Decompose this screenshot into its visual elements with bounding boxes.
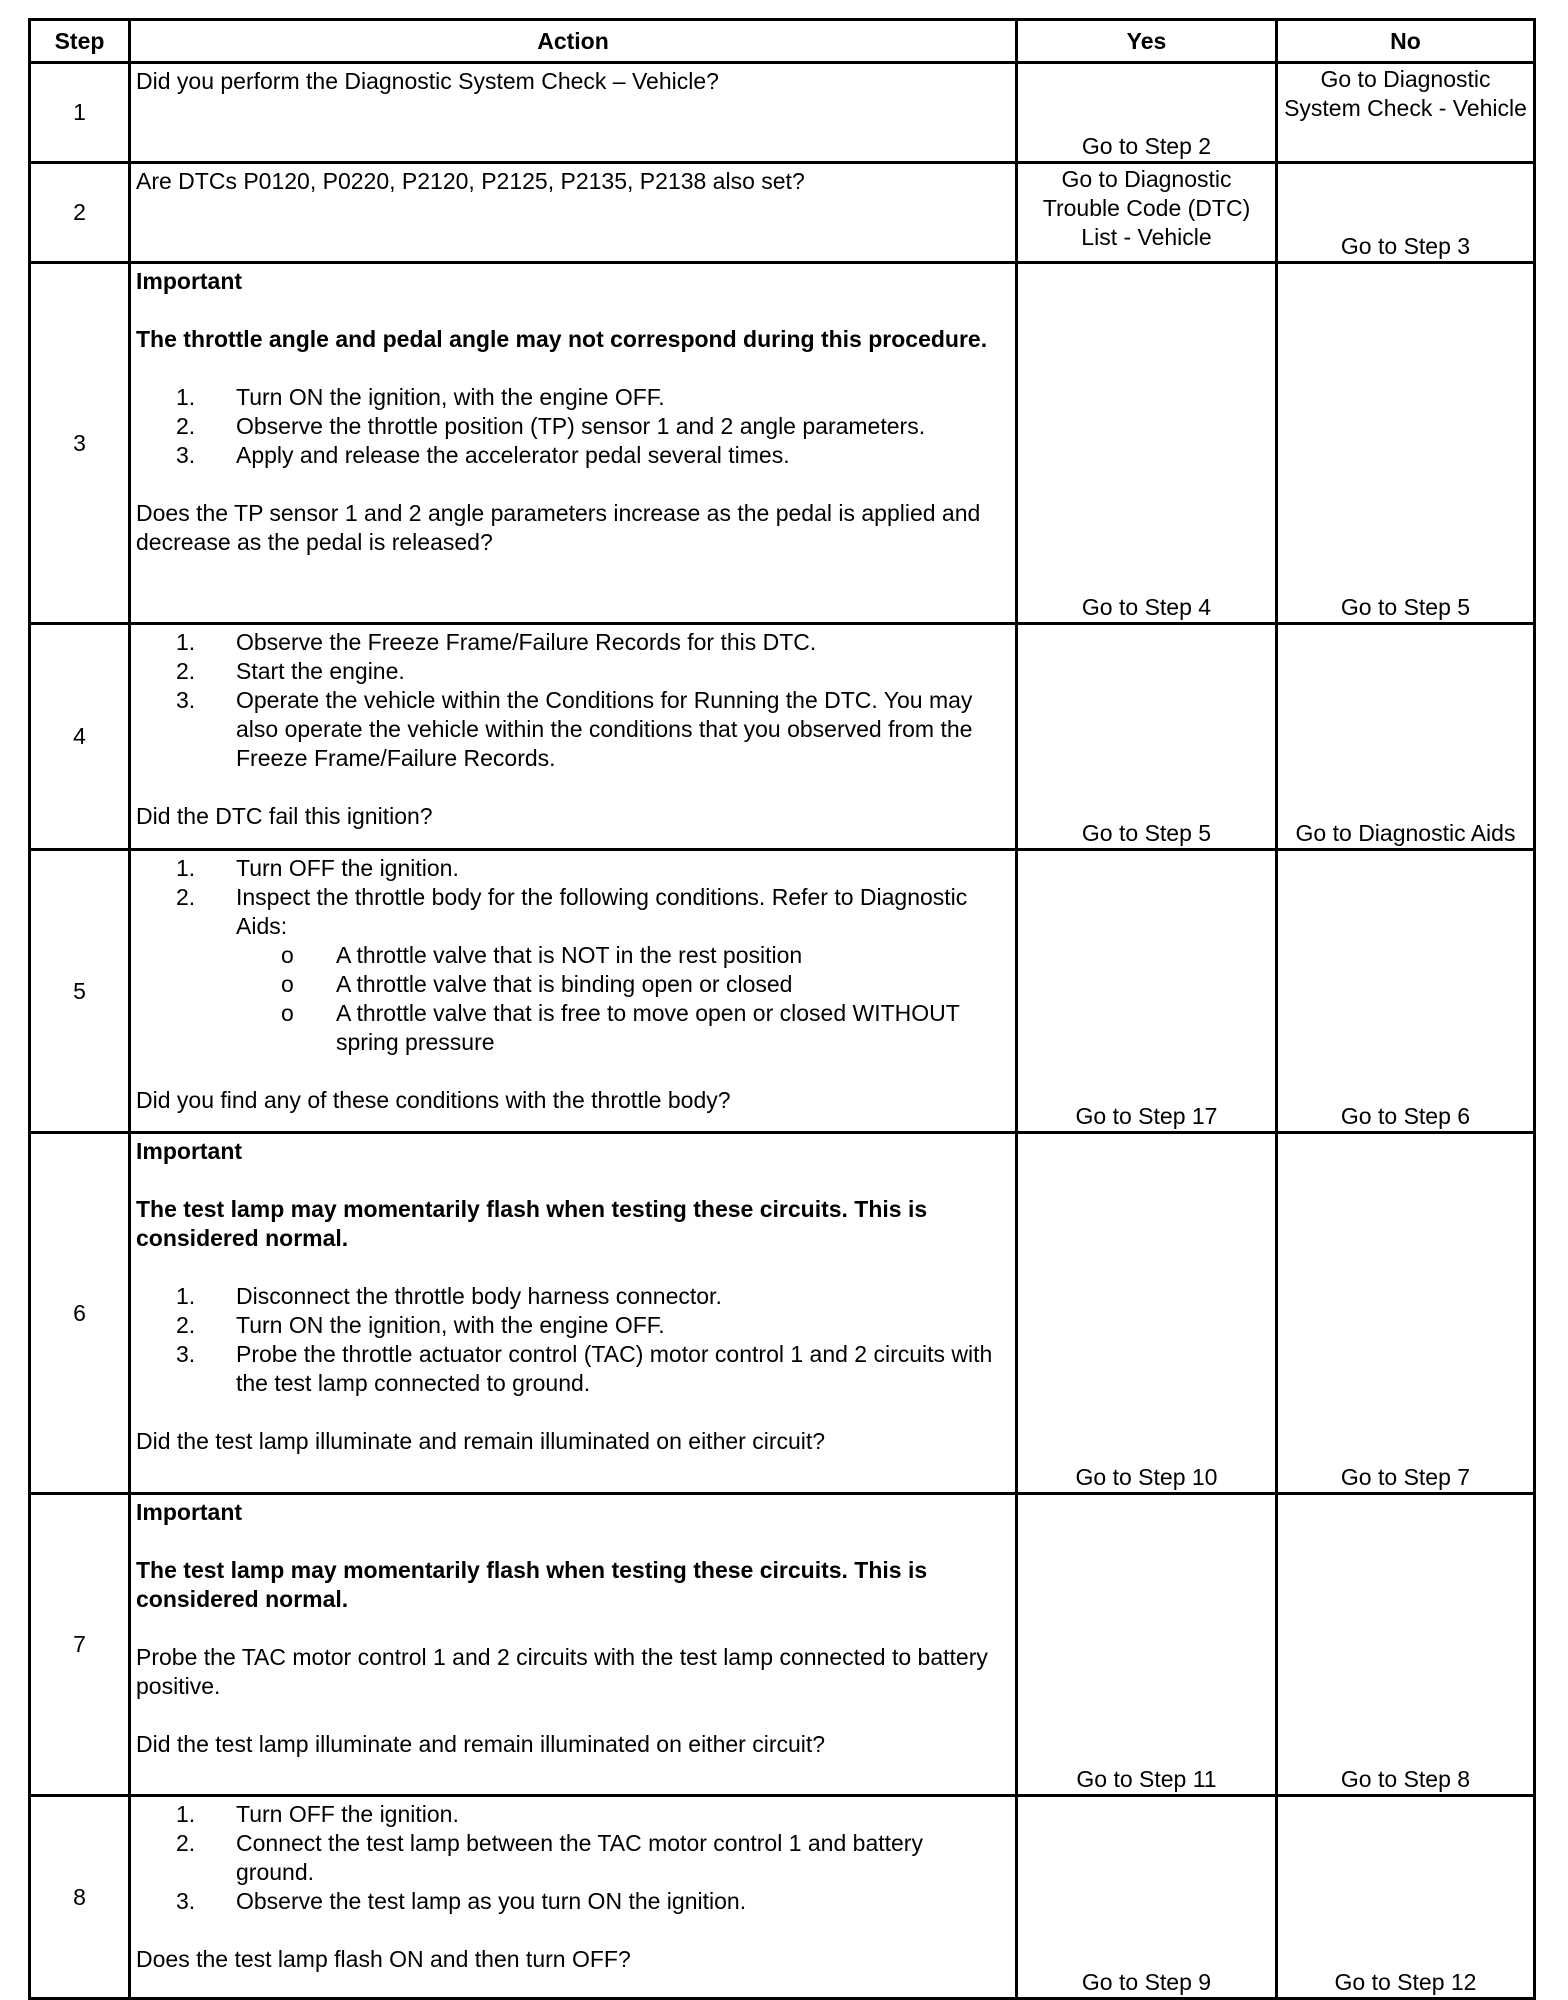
no-link[interactable]: Go to Step 6 xyxy=(1278,851,1533,1134)
header-yes: Yes xyxy=(1018,21,1278,64)
question-text: Did the test lamp illuminate and remain illuminated on either circuit? xyxy=(136,1428,826,1454)
question-text: Did the DTC fail this ignition? xyxy=(136,803,433,829)
header-step: Step xyxy=(31,21,131,64)
no-link[interactable]: Go to Step 7 xyxy=(1278,1134,1533,1495)
list-item: 2. Start the engine. xyxy=(176,658,405,684)
action-cell xyxy=(131,264,1018,625)
list-item: 1. Turn OFF the ignition. xyxy=(176,1801,459,1827)
header-action: Action xyxy=(131,21,1018,64)
action-cell xyxy=(131,851,1018,1134)
question-text: Are DTCs P0120, P0220, P2120, P2125, P2135, P2138 also set? xyxy=(136,168,805,194)
yes-link[interactable]: Go to Step 10 xyxy=(1018,1134,1278,1495)
table-row xyxy=(31,164,1533,264)
question-text: Does the TP sensor 1 and 2 angle parameters increase as the pedal is applied and decrease as the pedal is released? xyxy=(136,500,981,555)
header-row xyxy=(31,21,1533,64)
step-number: 3 xyxy=(31,264,131,625)
list-item: 3. Probe the throttle actuator control (TAC) motor control 1 and 2 circuits with the test lamp connected to ground. xyxy=(176,1341,993,1396)
list-item: 2. Turn ON the ignition, with the engine OFF. xyxy=(176,1312,665,1338)
important-note: The test lamp may momentarily flash when testing these circuits. This is considered normal. xyxy=(136,1557,928,1612)
header-no: No xyxy=(1278,21,1533,64)
table-row xyxy=(31,851,1533,1134)
table-row xyxy=(31,64,1533,164)
important-note: The test lamp may momentarily flash when testing these circuits. This is considered normal. xyxy=(136,1196,928,1251)
list-item: 1. Observe the Freeze Frame/Failure Records for this DTC. xyxy=(176,629,817,655)
list-item: o A throttle valve that is NOT in the rest position xyxy=(281,942,803,968)
step-number: 6 xyxy=(31,1134,131,1495)
yes-link[interactable]: Go to Step 5 xyxy=(1018,625,1278,851)
list-item: o A throttle valve that is binding open or closed xyxy=(281,971,793,997)
action-cell xyxy=(131,164,1018,264)
yes-link[interactable]: Go to Step 11 xyxy=(1018,1495,1278,1797)
yes-link[interactable]: Go to Step 2 xyxy=(1018,64,1278,164)
no-link[interactable]: Go to Step 3 xyxy=(1278,164,1533,264)
list-item: 1. Disconnect the throttle body harness connector. xyxy=(176,1283,722,1309)
step-number: 1 xyxy=(31,64,131,164)
table-row xyxy=(31,1797,1533,1997)
list-item: 2. Connect the test lamp between the TAC motor control 1 and battery ground. xyxy=(176,1830,923,1885)
procedure-list xyxy=(136,1282,1005,1398)
list-item: 1. Turn OFF the ignition. xyxy=(176,855,459,881)
procedure-list xyxy=(136,628,1005,773)
procedure-list xyxy=(136,383,1005,470)
important-note: The throttle angle and pedal angle may not correspond during this procedure. xyxy=(136,326,988,352)
procedure-list xyxy=(136,854,1005,941)
step-number: 5 xyxy=(31,851,131,1134)
table-row xyxy=(31,625,1533,851)
action-cell xyxy=(131,64,1018,164)
important-label: Important xyxy=(136,268,243,294)
question-text: Did you perform the Diagnostic System Check – Vehicle? xyxy=(136,68,719,94)
no-link[interactable]: Go to Step 8 xyxy=(1278,1495,1533,1797)
question-text: Does the test lamp flash ON and then turn OFF? xyxy=(136,1946,631,1972)
list-item: 3. Apply and release the accelerator pedal several times. xyxy=(176,442,790,468)
yes-link[interactable]: Go to Diagnostic Trouble Code (DTC) List - Vehicle xyxy=(1018,164,1278,264)
list-item: o A throttle valve that is free to move open or closed WITHOUT spring pressure xyxy=(281,1000,960,1055)
condition-list xyxy=(136,941,1005,1057)
no-link[interactable]: Go to Step 12 xyxy=(1334,1969,1477,1995)
list-item: 3. Observe the test lamp as you turn ON the ignition. xyxy=(176,1888,747,1914)
action-cell xyxy=(131,1797,1018,1997)
question-text: Did the test lamp illuminate and remain illuminated on either circuit? xyxy=(136,1731,826,1757)
step-number: 7 xyxy=(31,1495,131,1797)
action-cell xyxy=(131,1495,1018,1797)
step-number: 4 xyxy=(31,625,131,851)
yes-link[interactable]: Go to Step 4 xyxy=(1018,264,1278,625)
instruction-text: Probe the TAC motor control 1 and 2 circuits with the test lamp connected to battery positive. xyxy=(136,1644,988,1699)
no-link[interactable]: Go to Step 5 xyxy=(1278,264,1533,625)
no-link[interactable]: Go to Diagnostic Aids xyxy=(1278,625,1533,851)
yes-link[interactable]: Go to Step 17 xyxy=(1018,851,1278,1134)
table-row xyxy=(31,264,1533,625)
important-label: Important xyxy=(136,1499,243,1525)
table-row xyxy=(31,1495,1533,1797)
step-number: 2 xyxy=(31,164,131,264)
procedure-list xyxy=(136,1800,1005,1916)
no-link[interactable]: Go to Diagnostic System Check - Vehicle xyxy=(1278,64,1533,164)
yes-link[interactable]: Go to Step 9 xyxy=(1018,1797,1278,1997)
important-label: Important xyxy=(136,1138,243,1164)
list-item: 2. Inspect the throttle body for the following conditions. Refer to Diagnostic Aids: xyxy=(176,884,968,939)
question-text: Did you find any of these conditions with the throttle body? xyxy=(136,1087,731,1113)
list-item: 2. Observe the throttle position (TP) sensor 1 and 2 angle parameters. xyxy=(176,413,926,439)
table-row xyxy=(31,1134,1533,1495)
list-item: 1. Turn ON the ignition, with the engine OFF. xyxy=(176,384,665,410)
list-item: 3. Operate the vehicle within the Conditions for Running the DTC. You may also operate the vehicle within the conditions that you observed from the Freeze Frame/Failure Records. xyxy=(176,687,973,771)
action-cell xyxy=(131,625,1018,851)
diagnostic-table xyxy=(28,18,1536,2000)
action-cell xyxy=(131,1134,1018,1495)
step-number: 8 xyxy=(31,1797,131,1997)
